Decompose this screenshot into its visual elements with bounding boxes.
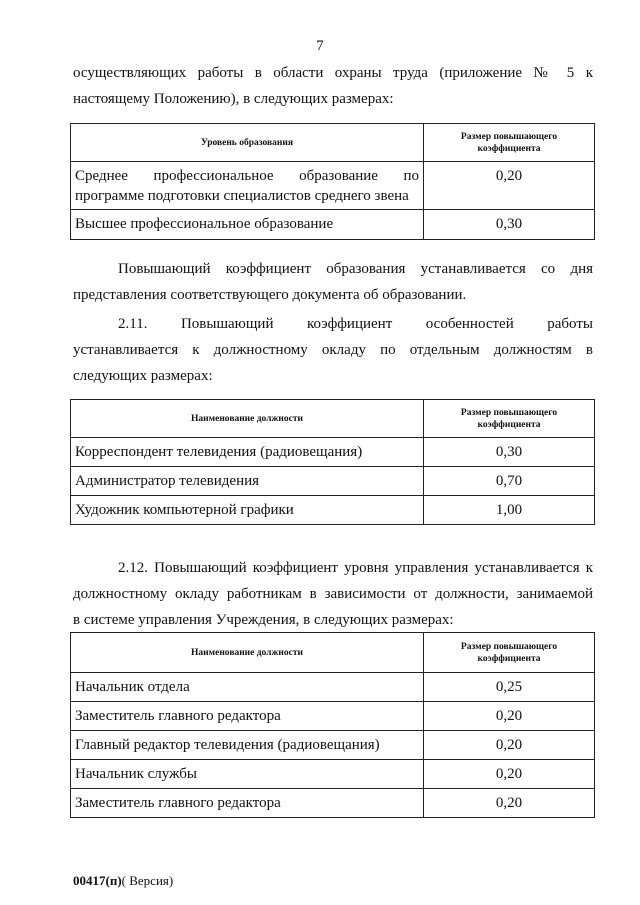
position-value: 1,00	[424, 496, 595, 525]
management-level-coefficient-table	[70, 632, 595, 818]
table2-header-position: Наименование должности	[71, 400, 424, 438]
position-name: Начальник службы	[71, 760, 424, 789]
table-row	[71, 467, 595, 496]
position-name: Заместитель главного редактора	[71, 789, 424, 818]
position-name: Корреспондент телевидения (радиовещания)	[71, 438, 424, 467]
position-value: 0,30	[424, 438, 595, 467]
document-code: 00417(п)	[73, 873, 122, 888]
education-line-1: Повышающий коэффициент образования устанавливается со дня	[118, 261, 593, 277]
section-2-11-paragraph	[73, 311, 593, 389]
section-2-11-line-2: устанавливается к должностному окладу по отдельным должностям в	[73, 342, 593, 358]
table2-header-size	[424, 400, 595, 438]
table1-header-size-line1: Размер повышающего	[460, 131, 558, 142]
row-education-name-line2: программе подготовки специалистов среднего звена	[75, 187, 409, 204]
position-value: 0,25	[424, 673, 595, 702]
table2-header-size-line2: коэффициента	[477, 419, 541, 430]
row-education-name: Высшее профессиональное образование	[71, 210, 424, 240]
table-row	[71, 731, 595, 760]
position-name: Заместитель главного редактора	[71, 702, 424, 731]
row-education-name	[71, 162, 424, 210]
table1-header-level: Уровень образования	[71, 124, 424, 162]
table3-header-size-line2: коэффициента	[477, 653, 541, 664]
position-name: Художник компьютерной графики	[71, 496, 424, 525]
education-line-2: представления соответствующего документа об образовании.	[73, 287, 467, 303]
position-value: 0,20	[424, 731, 595, 760]
table2-header-size-line1: Размер повышающего	[460, 407, 558, 418]
document-version: ( Версия)	[121, 873, 174, 888]
intro-line-1: осуществляющих работы в области охраны труда (приложение № 5 к	[73, 65, 593, 81]
education-paragraph	[73, 256, 593, 308]
row-education-value: 0,20	[424, 162, 595, 210]
table1-header-size	[424, 124, 595, 162]
row-education-value: 0,30	[424, 210, 595, 240]
table-row	[71, 673, 595, 702]
section-2-12-line-1: 2.12. Повышающий коэффициент уровня управления устанавливается к	[118, 560, 593, 576]
position-name: Главный редактор телевидения (радиовещания)	[71, 731, 424, 760]
table-row	[71, 789, 595, 818]
page-number: 7	[316, 38, 324, 54]
section-2-12-paragraph	[73, 555, 593, 633]
section-2-11-line-3: следующих размерах:	[73, 368, 213, 384]
position-name: Администратор телевидения	[71, 467, 424, 496]
table1-header-size-line2: коэффициента	[477, 143, 541, 154]
section-2-12-line-2: должностному окладу работникам в зависимости от должности, занимаемой	[73, 586, 593, 602]
table3-header-position: Наименование должности	[71, 633, 424, 673]
position-name: Начальник отдела	[71, 673, 424, 702]
position-value: 0,20	[424, 702, 595, 731]
table-row	[71, 162, 595, 210]
intro-paragraph	[73, 60, 593, 112]
table-row	[71, 438, 595, 467]
table-row	[71, 760, 595, 789]
education-coefficient-table	[70, 123, 595, 240]
position-value: 0,20	[424, 760, 595, 789]
intro-line-2: настоящему Положению), в следующих размерах:	[73, 91, 394, 107]
table-row	[71, 496, 595, 525]
row-education-name-line1: Среднее профессиональное образование по	[75, 167, 419, 184]
section-2-12-line-3: в системе управления Учреждения, в следующих размерах:	[73, 612, 454, 628]
document-footer	[73, 873, 173, 889]
table3-header-size	[424, 633, 595, 673]
position-value: 0,70	[424, 467, 595, 496]
table-row	[71, 210, 595, 240]
table3-header-size-line1: Размер повышающего	[460, 641, 558, 652]
section-2-11-line-1: 2.11. Повышающий коэффициент особенностей работы	[118, 316, 593, 332]
position-value: 0,20	[424, 789, 595, 818]
work-features-coefficient-table	[70, 399, 595, 525]
table-row	[71, 702, 595, 731]
